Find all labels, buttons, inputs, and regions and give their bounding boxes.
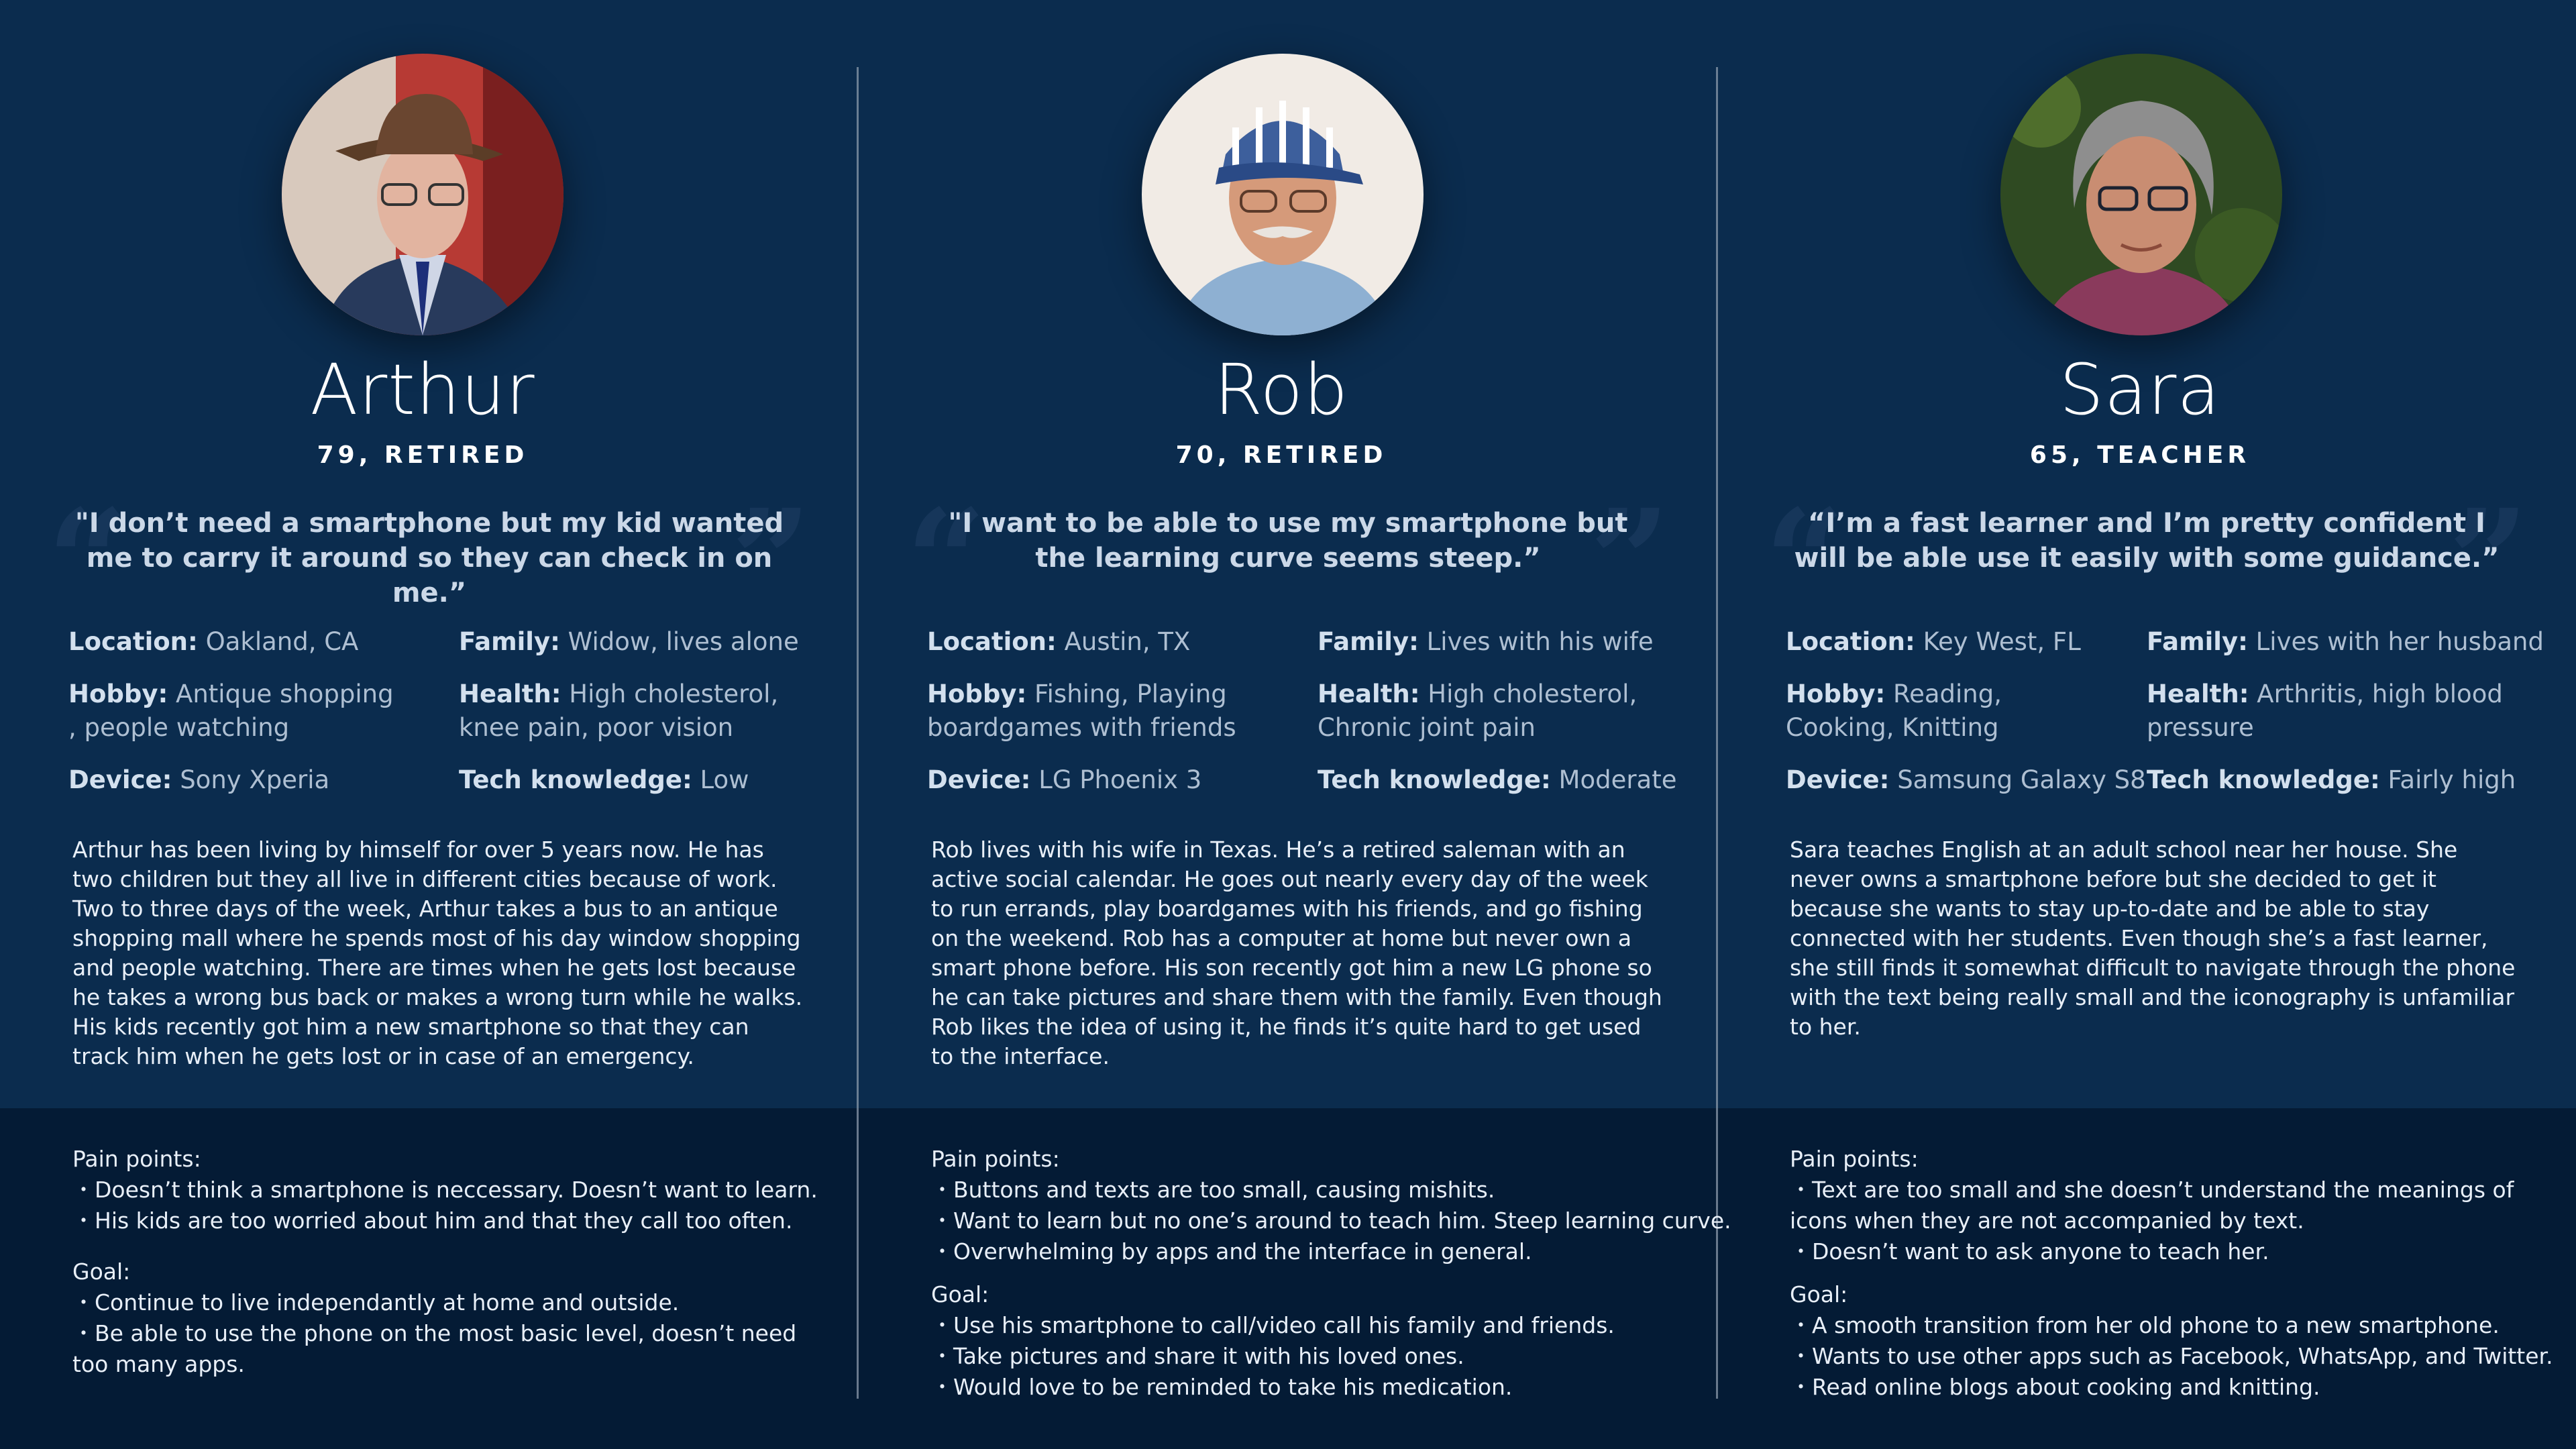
health-fact: [1318, 678, 1653, 745]
tech-label: Tech knowledge:: [1318, 765, 1551, 794]
persona-card-arthur: [0, 0, 859, 1449]
close-quote-icon: ”: [1589, 478, 1670, 644]
device-fact: [68, 763, 444, 797]
hobby-value: Reading, Cooking, Knitting: [1786, 680, 2002, 742]
location-fact: [1786, 625, 2135, 659]
open-quote-icon: “: [1764, 478, 1845, 644]
health-label: Health:: [1318, 680, 1420, 708]
health-fact: [2147, 678, 2509, 745]
open-quote-icon: “: [47, 478, 128, 644]
quote-text: "I want to be able to use my smartphone but the learning curve seems steep.”: [948, 508, 1628, 574]
tech-value: Moderate: [1550, 765, 1677, 794]
goal-item: ・Be able to use the phone on the most basic level, doesn’t need too many apps.: [72, 1320, 797, 1377]
tech-value: Low: [692, 765, 749, 794]
family-value: Widow, lives alone: [559, 627, 799, 656]
persona-bio: Sara teaches English at an adult school near her house. She never owns a smartphone before but she decided to get it because she wants to stay up-to-date and be able to stay connected with her students. Even though she’s a fast learner, she still finds it somewhat difficult to navigate through the phone with the text being really small and the iconography is unfamiliar to her.: [1790, 837, 2516, 1040]
tech-label: Tech knowledge:: [2147, 765, 2380, 794]
location-label: Location:: [68, 627, 198, 656]
device-label: Device:: [1786, 765, 1890, 794]
goal-title: Goal:: [1790, 1281, 1848, 1307]
pain-points-title: Pain points:: [931, 1146, 1060, 1172]
hobby-fact: [927, 678, 1263, 745]
goal-item: ・Read online blogs about cooking and knitting.: [1790, 1374, 2320, 1400]
quote-text: “I’m a fast learner and I’m pretty confident I will be able use it easily with some guidance.”: [1794, 508, 2500, 574]
goal-item: ・Take pictures and share it with his loved ones.: [931, 1343, 1464, 1369]
device-label: Device:: [68, 765, 172, 794]
location-fact: [927, 625, 1303, 659]
pain-point-item: ・Want to learn but no one’s around to teach him. Steep learning curve.: [931, 1208, 1731, 1234]
location-value: Key West, FL: [1915, 627, 2081, 656]
family-fact: [1318, 625, 1707, 659]
close-quote-icon: ”: [2448, 478, 2529, 644]
persona-name: Arthur: [310, 349, 535, 431]
tech-fact: [459, 763, 848, 797]
pain-point-item: ・Doesn’t want to ask anyone to teach her.: [1790, 1238, 2269, 1265]
location-label: Location:: [927, 627, 1057, 656]
family-fact: [459, 625, 848, 659]
hobby-label: Hobby:: [68, 680, 168, 708]
persona-subtitle: 70, RETIRED: [1175, 441, 1387, 469]
tech-label: Tech knowledge:: [459, 765, 692, 794]
location-value: Oakland, CA: [197, 627, 359, 656]
health-fact: [459, 678, 794, 745]
pain-points-title: Pain points:: [1790, 1146, 1919, 1172]
pain-point-item: ・Overwhelming by apps and the interface in general.: [931, 1238, 1532, 1265]
health-label: Health:: [459, 680, 561, 708]
family-value: Lives with her husband: [2247, 627, 2544, 656]
persona-bio: Arthur has been living by himself for over 5 years now. He has two children but they all live in different cities because of work. Two to three days of the week, Arthur takes a bus to an antique shopping mall where he spends most of his day window shopping and people watching. There are times when he gets lost because he takes a wrong bus back or makes a wrong turn while he walks. His kids recently got him a new smartphone so that they can track him when he gets lost or in case of an emergency.: [72, 837, 803, 1069]
device-fact: [1786, 763, 2148, 797]
pain-point-item: ・Doesn’t think a smartphone is neccessary. Doesn’t want to learn.: [72, 1177, 818, 1203]
close-quote-icon: ”: [731, 478, 812, 644]
family-label: Family:: [1318, 627, 1419, 656]
goal-title: Goal:: [931, 1281, 989, 1307]
hobby-value: Antique shopping , people watching: [68, 680, 394, 742]
device-value: LG Phoenix 3: [1030, 765, 1202, 794]
persona-name: Rob: [1214, 349, 1349, 431]
tech-fact: [1318, 763, 1707, 797]
goal-item: ・Wants to use other apps such as Facebook, WhatsApp, and Twitter.: [1790, 1343, 2553, 1369]
persona-subtitle: 65, TEACHER: [2029, 441, 2251, 469]
goal-item: ・Would love to be reminded to take his medication.: [931, 1374, 1513, 1400]
avatar: [282, 54, 564, 335]
persona-name: Sara: [2059, 349, 2221, 431]
device-fact: [927, 763, 1303, 797]
device-label: Device:: [927, 765, 1031, 794]
goal-title: Goal:: [72, 1258, 131, 1285]
pain-point-item: ・His kids are too worried about him and that they call too often.: [72, 1208, 793, 1234]
family-label: Family:: [459, 627, 560, 656]
hobby-fact: [68, 678, 404, 745]
hobby-label: Hobby:: [1786, 680, 1886, 708]
persona-subtitle: 79, RETIRED: [317, 441, 529, 469]
open-quote-icon: “: [906, 478, 987, 644]
health-label: Health:: [2147, 680, 2249, 708]
avatar: [2000, 54, 2282, 335]
location-fact: [68, 625, 444, 659]
tech-fact: [2147, 763, 2563, 797]
avatar: [1142, 54, 1424, 335]
persona-card-sara: [1717, 0, 2576, 1449]
hobby-fact: [1786, 678, 2068, 745]
persona-bio: Rob lives with his wife in Texas. He’s a retired saleman with an active social calendar. He goes out nearly every day of the week to run errands, play boardgames with his friends, and go fishing on the weekend. Rob has a computer at home but never own a smart phone before. His son recently got him a new LG phone so he can take pictures and share them with the family. Even though Rob likes the idea of using it, he finds it’s quite hard to get used to the interface.: [931, 837, 1662, 1069]
persona-card-rob: [859, 0, 1731, 1449]
family-label: Family:: [2147, 627, 2248, 656]
location-label: Location:: [1786, 627, 1915, 656]
hobby-value: Fishing, Playing boardgames with friends: [927, 680, 1236, 742]
device-value: Samsung Galaxy S8: [1889, 765, 2146, 794]
family-value: Lives with his wife: [1418, 627, 1654, 656]
location-value: Austin, TX: [1056, 627, 1191, 656]
family-fact: [2147, 625, 2563, 659]
quote-text: "I don’t need a smartphone but my kid wanted me to carry it around so they can check in on me.”: [74, 508, 784, 608]
device-value: Sony Xperia: [172, 765, 330, 794]
health-value: High cholesterol, Chronic joint pain: [1318, 680, 1638, 742]
pain-point-item: ・Text are too small and she doesn’t understand the meanings of icons when they are not accompanied by text.: [1790, 1177, 2514, 1234]
goal-item: ・Use his smartphone to call/video call his family and friends.: [931, 1312, 1615, 1338]
goal-item: ・Continue to live independantly at home and outside.: [72, 1289, 680, 1316]
goal-item: ・A smooth transition from her old phone to a new smartphone.: [1790, 1312, 2500, 1338]
hobby-label: Hobby:: [927, 680, 1027, 708]
pain-points-title: Pain points:: [72, 1146, 201, 1172]
health-value: Arthritis, high blood pressure: [2147, 680, 2503, 742]
pain-point-item: ・Buttons and texts are too small, causing mishits.: [931, 1177, 1495, 1203]
tech-value: Fairly high: [2379, 765, 2516, 794]
health-value: High cholesterol, knee pain, poor vision: [459, 680, 779, 742]
